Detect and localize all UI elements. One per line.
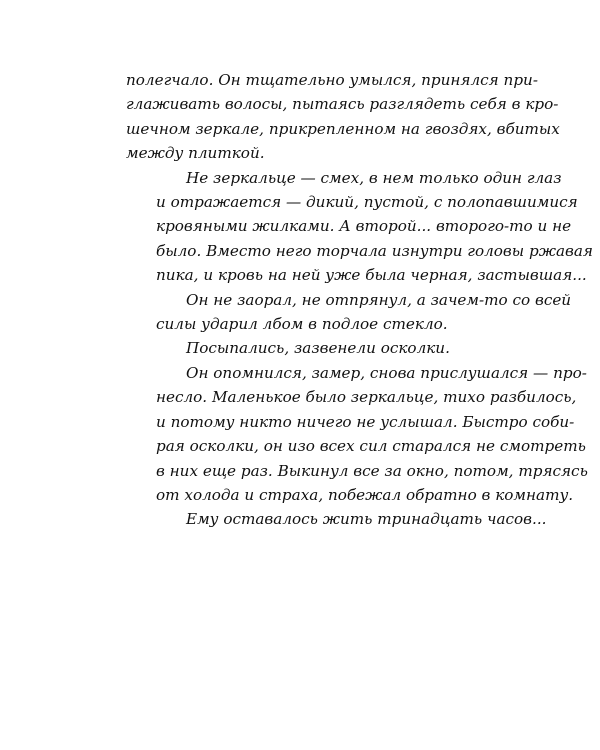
text-line: и отражается — дикий, пустой, с полопавшимися xyxy=(156,193,578,212)
paragraph-3 xyxy=(126,288,572,337)
paragraph-4 xyxy=(126,336,506,360)
text-line: несло. Маленькое было зеркальце, тихо разбилось, xyxy=(156,388,577,407)
paragraph-2 xyxy=(126,166,593,288)
text-line: от холода и страха, побежал обратно в комнату. xyxy=(156,485,574,504)
text-line: в них еще раз. Выкинул все за окно, потом, трясясь xyxy=(156,461,588,480)
text-line: силы ударил лбом в подлое стекло. xyxy=(156,315,448,334)
text-line: кровяными жилками. А второй... второго-то и не xyxy=(156,217,572,236)
text-line: и потому никто ничего не услышал. Быстро соби- xyxy=(156,412,575,431)
text-line: Не зеркальце — смех, в нем только один глаз xyxy=(186,168,562,187)
text-line: между плиткой. xyxy=(126,144,265,163)
paragraph-6 xyxy=(126,507,547,531)
paragraph-1 xyxy=(126,68,560,166)
text-line: Ему оставалось жить тринадцать часов... xyxy=(186,510,547,529)
text-line: Посыпались, зазвенели осколки. xyxy=(186,339,450,358)
paragraph-5 xyxy=(126,361,588,507)
book-page-text xyxy=(126,68,593,532)
text-line: Он опомнился, замер, снова прислушался — про- xyxy=(186,363,587,382)
text-line: рая осколки, он изо всех сил старался не смотреть xyxy=(156,437,586,456)
text-line: глаживать волосы, пытаясь разглядеть себя в кро- xyxy=(126,95,559,114)
text-line: шечном зеркале, прикрепленном на гвоздях, вбитых xyxy=(126,119,560,138)
text-line: Он не заорал, не отпрянул, а зачем-то со всей xyxy=(186,290,572,309)
text-line: было. Вместо него торчала изнутри головы ржавая xyxy=(156,241,593,260)
text-line: полегчало. Он тщательно умылся, принялся при- xyxy=(126,71,538,89)
text-line: пика, и кровь на ней уже была черная, застывшая... xyxy=(156,266,587,285)
